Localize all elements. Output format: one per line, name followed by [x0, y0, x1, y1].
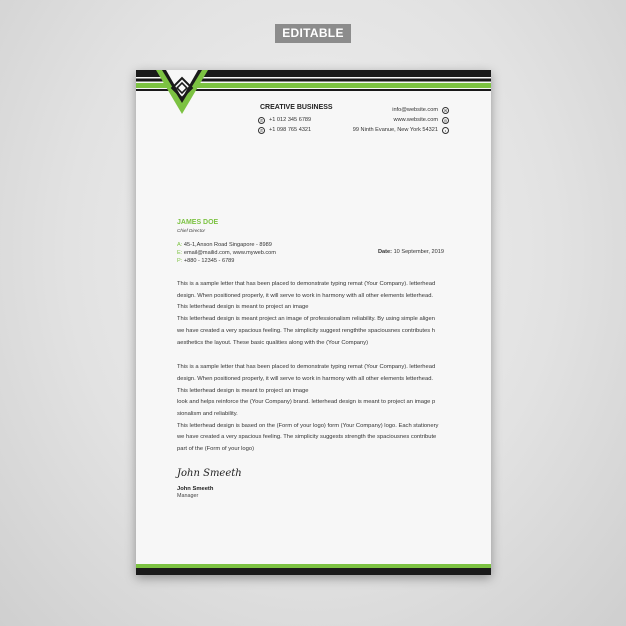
body-line: we have created a very spacious feeling. The simplicity suggests strength the spaciousnes contribute	[177, 434, 437, 441]
body-line: This is a sample letter that has been placed to demonstrate typing remat (Your Company). letterhead	[177, 281, 436, 287]
body-line: This letterhead design is meant to project an image	[177, 387, 309, 394]
body-line: aesthetics the layout. These basic qualities along with the (Your Company)	[177, 339, 369, 346]
header-address: 99 Ninth Evanue, New York 54321	[352, 127, 438, 133]
phone-2: +1 098 765 4321	[269, 127, 312, 133]
recipient-address-line	[177, 241, 276, 249]
recipient-role: Chief Director	[177, 228, 206, 233]
logo-icon	[170, 76, 194, 100]
email-key: E:	[177, 250, 183, 257]
recipient-phone: +880 - 12345 - 6789	[183, 258, 235, 265]
globe-icon: ◎	[443, 117, 448, 123]
body-line: look and helps reinforce the (Your Company) brand. letterhead design is meant to project an image p	[177, 399, 436, 406]
date-value: 10 September, 2019	[393, 249, 444, 255]
recipient-address: 45-1,Anson Road Singapore - 8989	[183, 242, 272, 248]
body-line: part of the (Form of your logo)	[177, 446, 255, 453]
website-row	[353, 115, 449, 125]
body-line: This letterhead design is based on the (Form of your logo) form (Your Company) logo. Each stationery	[177, 422, 439, 429]
company-name: CREATIVE BUSINESS	[260, 104, 333, 111]
body-line: we have created a very spacious feeling. The simplicity suggest rengththe spaciousnes contributes h	[177, 327, 435, 334]
editable-badge: EDITABLE	[275, 24, 351, 43]
location-icon: •	[442, 127, 449, 134]
body-line: This letterhead design is meant to project an image	[177, 304, 309, 311]
date-label: Date:	[378, 249, 392, 255]
footer-band	[136, 563, 491, 575]
recipient-name: JAMES DOE	[177, 219, 219, 226]
header-website: www.website.com	[393, 117, 438, 123]
signature-title: Manager	[177, 493, 199, 499]
mail-icon: ✉	[443, 107, 448, 113]
recipient-details	[177, 241, 276, 266]
body-line: sionalism and reliability.	[177, 411, 238, 418]
phone-row	[258, 115, 311, 125]
phone-key: P:	[177, 258, 183, 265]
footer-black-stripe	[136, 568, 491, 575]
header-email: info@website.com	[392, 107, 438, 113]
phone-icon: ✆	[259, 127, 264, 133]
phone-icon: ✆	[259, 117, 264, 123]
body-line: This is a sample letter that has been placed to demonstrate typing remat (Your Company). letterhead	[177, 364, 436, 371]
recipient-email: email@mailid.com, www.myweb.com	[183, 250, 276, 257]
body-line: This letterhead design is meant project an image of professionalism reliability. By using simple aligen	[177, 316, 435, 323]
letter-body	[177, 280, 449, 457]
body-line: design. When positioned properly, it will serve to work in harmony with all other elements letterhead.	[177, 292, 434, 299]
phone-1: +1 012 345 6789	[269, 117, 312, 123]
letterhead-page	[136, 70, 491, 575]
address-row	[353, 125, 449, 135]
signature-name: John Smeeth	[177, 486, 214, 492]
body-line: design. When positioned properly, it will serve to work in harmony with all other elements letterhead.	[177, 375, 434, 382]
contact-list	[353, 105, 449, 135]
recipient-email-line	[177, 249, 276, 257]
email-row	[353, 105, 449, 115]
address-key: A:	[177, 242, 183, 248]
letter-date	[378, 249, 444, 255]
recipient-phone-line	[177, 257, 276, 265]
signature-script: John Smeeth	[177, 468, 242, 479]
phone-list	[258, 115, 311, 135]
phone-row	[258, 125, 311, 135]
